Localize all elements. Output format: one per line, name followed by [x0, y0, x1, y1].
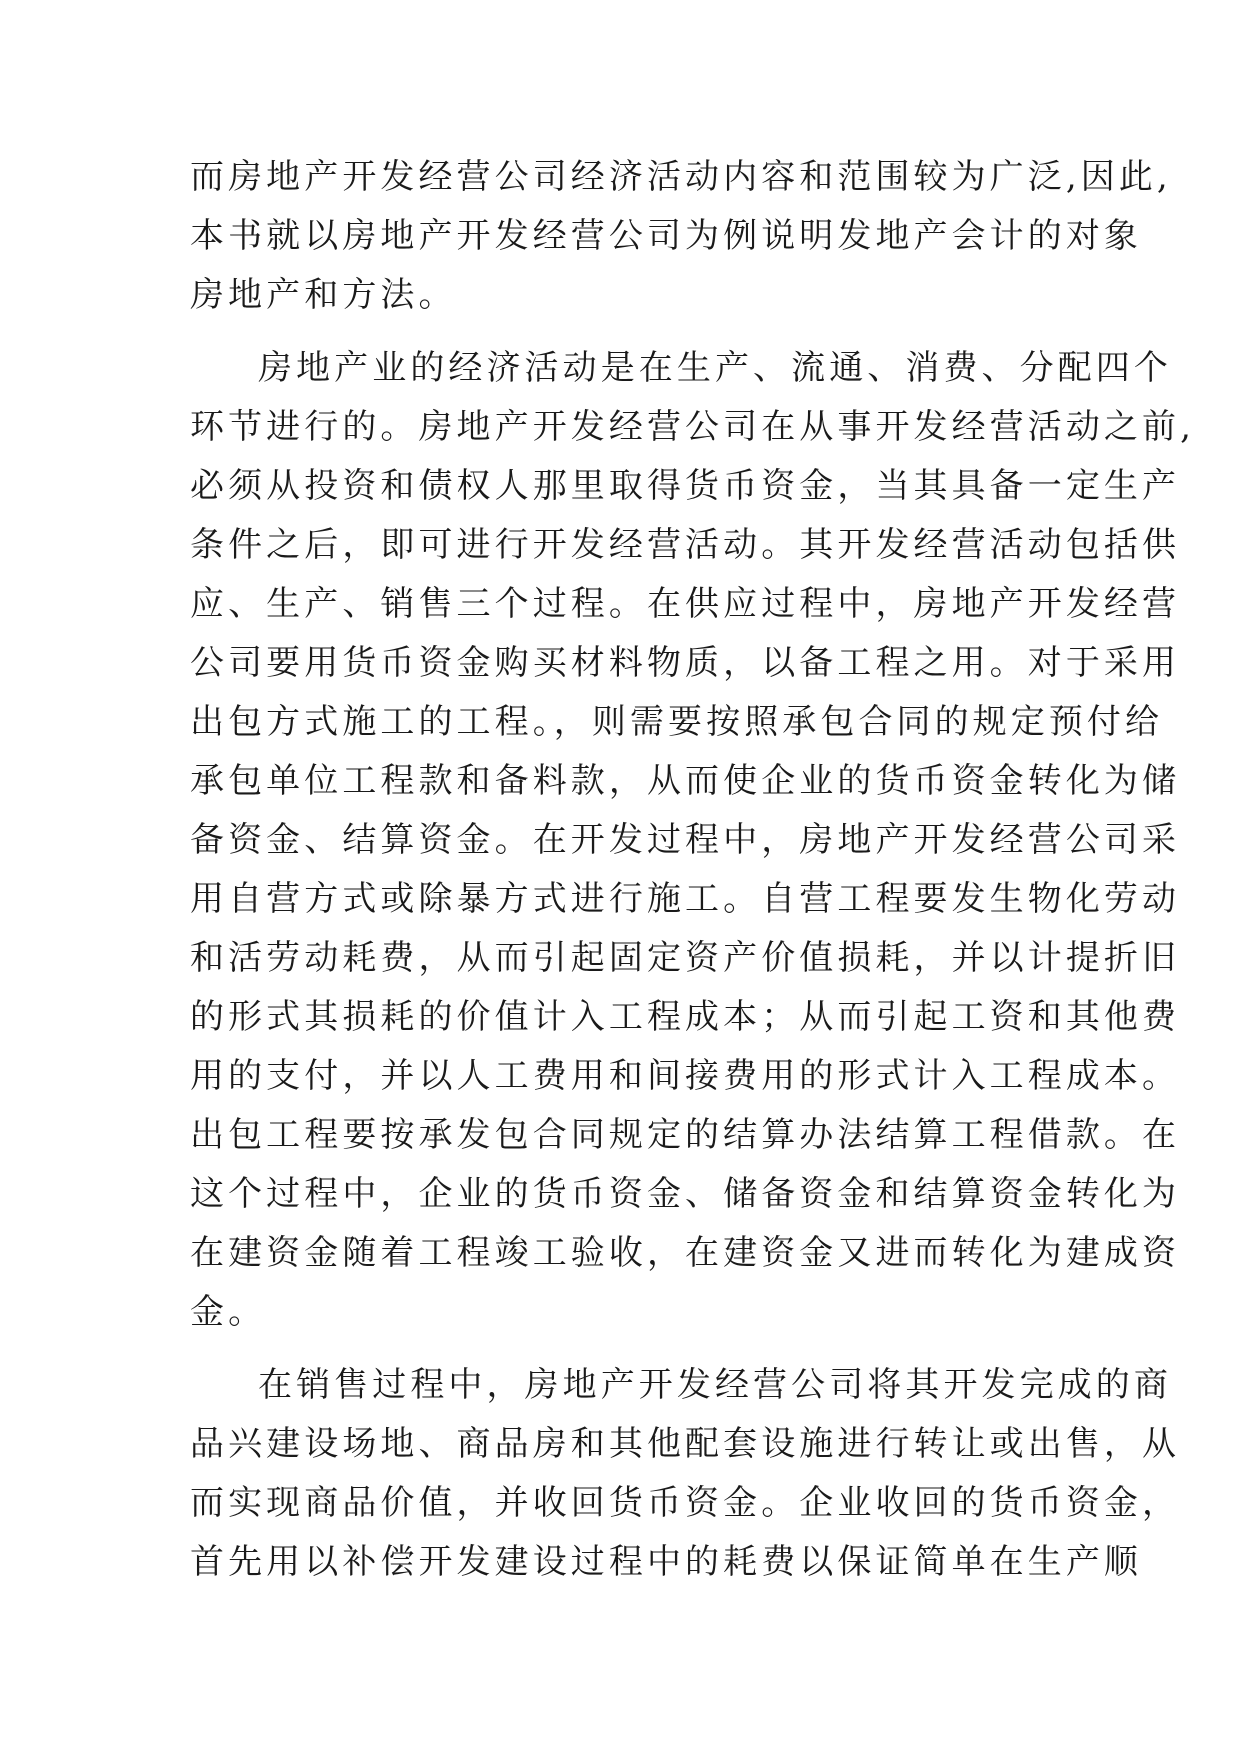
paragraph-1: [190, 148, 1172, 325]
text-line: 房地产和方法。: [190, 275, 457, 315]
text-line: 出包工程要按承发包合同规定的结算办法结算工程借款。在: [190, 1115, 1181, 1155]
text-line: 首先用以补偿开发建设过程中的耗费以保证简单在生产顺: [190, 1542, 1142, 1582]
text-line: 出包方式施工的工程。，则需要按照承包合同的规定预付给: [190, 702, 1164, 742]
text-line: 在建资金随着工程竣工验收，在建资金又进而转化为建成资: [190, 1233, 1181, 1273]
text-line: 在销售过程中，房地产开发经营公司将其开发完成的商: [258, 1365, 1172, 1405]
paragraph-2: [190, 339, 1195, 1342]
text-line: 这个过程中，企业的货币资金、储备资金和结算资金转化为: [190, 1174, 1181, 1214]
text-line: 而实现商品价值，并收回货币资金。企业收回的货币资金，: [190, 1483, 1181, 1523]
text-line: 的形式其损耗的价值计入工程成本；从而引起工资和其他费: [190, 997, 1181, 1037]
text-line: 公司要用货币资金购买材料物质，以备工程之用。对于采用: [190, 643, 1181, 683]
text-line: 必须从投资和债权人那里取得货币资金，当其具备一定生产: [190, 466, 1181, 506]
text-line: 承包单位工程款和备料款，从而使企业的货币资金转化为储: [190, 761, 1181, 801]
text-line: 和活劳动耗费，从而引起固定资产价值损耗，并以计提折旧: [190, 938, 1181, 978]
text-line: 而房地产开发经营公司经济活动内容和范围较为广泛,因此,: [190, 157, 1172, 197]
text-line: 房地产业的经济活动是在生产、流通、消费、分配四个: [258, 348, 1172, 388]
text-line: 用的支付，并以人工费用和间接费用的形式计入工程成本。: [190, 1056, 1181, 1096]
body-text: [190, 148, 1195, 1592]
text-line: 应、生产、销售三个过程。在供应过程中，房地产开发经营: [190, 584, 1181, 624]
text-line: 用自营方式或除暴方式进行施工。自营工程要发生物化劳动: [190, 879, 1181, 919]
text-line: 环节进行的。房地产开发经营公司在从事开发经营活动之前,: [190, 407, 1195, 447]
text-line: 备资金、结算资金。在开发过程中，房地产开发经营公司采: [190, 820, 1181, 860]
text-line: 品兴建设场地、商品房和其他配套设施进行转让或出售，从: [190, 1424, 1181, 1464]
text-line: 金。: [190, 1292, 267, 1332]
text-line: 条件之后，即可进行开发经营活动。其开发经营活动包括供: [190, 525, 1181, 565]
text-line: 本书就以房地产开发经营公司为例说明发地产会计的对象: [190, 216, 1142, 256]
paragraph-3: [190, 1356, 1181, 1592]
